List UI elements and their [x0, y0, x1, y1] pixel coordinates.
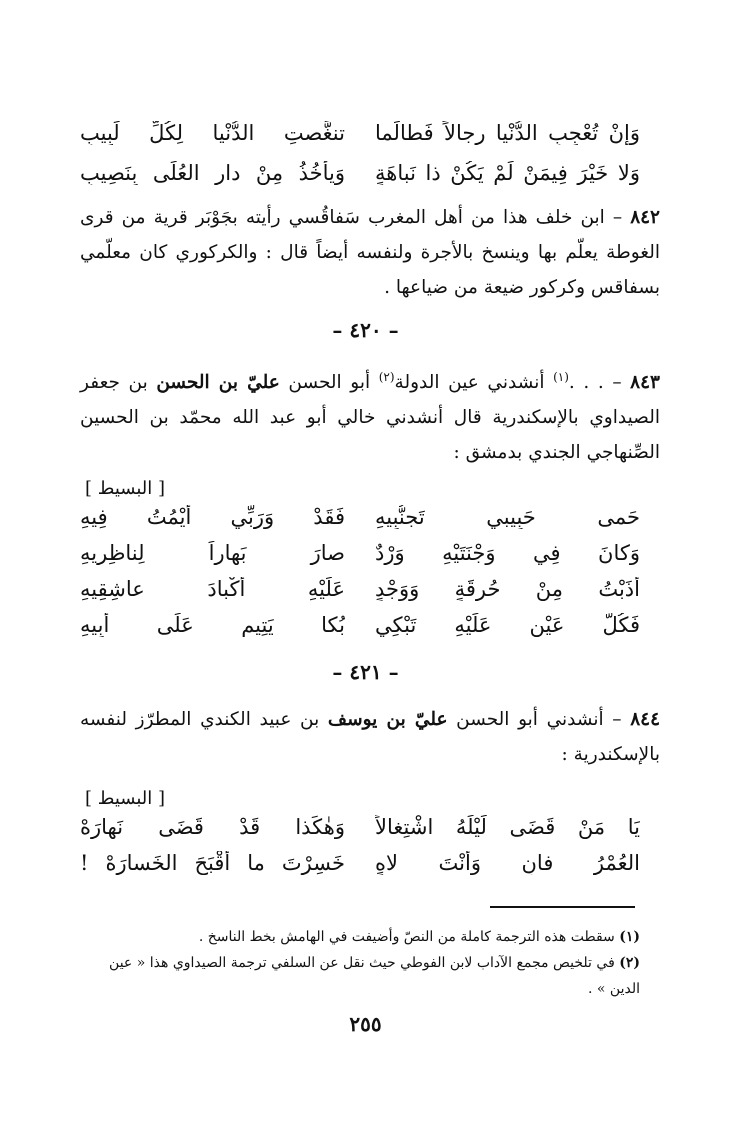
entry-number: ٨٤٣ [630, 372, 660, 394]
hemistich-right: يَا مَنْ قَضَى لَيْلَهُ اشْتِغالاً [375, 815, 640, 839]
section-number-420: – ٤٢٠ – [332, 318, 399, 342]
hemistich-left: عَلَيْهِ أَكْبادَ عاشِقِيهِ [80, 577, 345, 601]
hemistich-right: وَكانَ فِي وَجْنَتَيْهِ وَرْدٌ [375, 541, 640, 565]
hemistich-left: بُكا يَتِيمٍ عَلَى أَبِيهِ [80, 613, 345, 637]
poem-meter: [ البسيط ] [85, 788, 165, 809]
poem-843-line-1 [80, 502, 640, 532]
poem-844-line-2 [80, 848, 640, 878]
poem-843-line-3 [80, 574, 640, 604]
hemistich-right: حَمى حَبِيبي تَجنُّبِيهِ [375, 505, 640, 529]
entry-text-pre: – أنشدني أبو الحسن [447, 709, 622, 730]
entry-844 [80, 702, 660, 772]
hemistich-left: وَهٰكَذا قَدْ قَضَى نَهارَهْ [80, 815, 345, 839]
section-number-421: – ٤٢١ – [332, 660, 399, 684]
poem-843-line-4 [80, 610, 640, 640]
footnote-mark: (١) [619, 929, 640, 945]
person-name: عليّ بن يوسف [327, 709, 448, 730]
hemistich-left: تنغَّصتِ الدُّنْيا لِكُلِّ لَبِيبِ [80, 121, 345, 145]
hemistich-right: وَإِنْ تُعْجِبِ الدُّنْيا رِجالاً فَطالَما [375, 121, 640, 145]
hemistich-left: فَقَدْ وَرَبِّي أَيْمُتُ فِيهِ [80, 505, 345, 529]
hemistich-right: العُمْرُ فانٍ وَأَنْتَ لاهٍ [375, 851, 640, 875]
footnote-text: في تلخيص مجمع الآداب لابن الفوطي حيث نقل عن السلفي ترجمة الصيداوي هذا « عين الدين » . [109, 955, 640, 997]
footnote-2 [80, 950, 640, 1002]
poem-844-line-1 [80, 812, 640, 842]
top-poem-line-1 [80, 118, 640, 148]
footnote-text: سقطت هذه الترجمة كاملة من النصّ وأضيفت في الهامش بخط الناسخ . [198, 929, 615, 945]
footnote-divider [490, 906, 635, 908]
footnote-1 [80, 924, 640, 950]
poem-843-line-2 [80, 538, 640, 568]
footnote-mark: (٢) [619, 955, 640, 971]
entry-number: ٨٤٤ [630, 709, 661, 730]
entry-text-pre: – . . . [568, 372, 622, 394]
entry-text-mid2: أبو الحسن [279, 372, 379, 394]
entry-number: ٨٤٢ [630, 207, 660, 228]
hemistich-right: وَلا خَيْرَ فِيمَنْ لَمْ يَكُنْ ذا نَباهَةٍ [375, 161, 640, 185]
entry-text-mid: أنشدني عين الدولة [394, 372, 554, 394]
footnote-ref-2: (٢) [378, 370, 395, 384]
footnotes [80, 924, 640, 1002]
entry-842 [80, 200, 660, 305]
entry-text-post: بن جعفر الصيداوي بالإسكندرية قال أنشدني خالي أبو عبد الله محمّد بن الحسين الصِّنهاجي الجندي بدمشق : [80, 372, 660, 464]
person-name: عليّ بن الحسن [156, 372, 280, 394]
hemistich-right: أَذَبْتُ مِنْ حُرقَةٍ وَوَجْدٍ [375, 577, 640, 601]
entry-text: – ابن خلف هذا من أهل المغرب سَفاقُسي رأيته بجَوْبَر قرية من قرى الغوطة يعلّم بها وينسخ بالأجرة ولنفسه أيضاً قال : والكركوري كان معلّمي بسفاقس وكركور ضيعة من ضياعها . [80, 207, 660, 298]
top-poem-line-2 [80, 158, 640, 188]
hemistich-left: خَسِرْتَ ما أَقْبَحَ الخَسارَهْ ! [80, 851, 345, 875]
hemistich-left: صارَ بَهاراً لِناظِرِيهِ [80, 541, 345, 565]
entry-843 [80, 360, 660, 470]
hemistich-right: فَكُلُّ عَيْنٍ عَلَيْهِ تَبْكِي [375, 613, 640, 637]
footnote-ref-1: (١) [553, 370, 569, 384]
hemistich-left: وَيأْخُذُ مِنْ دارِ العُلَى بِنَصِيبِ [80, 161, 345, 185]
poem-meter: [ البسيط ] [85, 478, 165, 499]
entry-text-post: بن عبيد الكندي المطرّز لنفسه بالإسكندرية : [80, 709, 660, 765]
page-number: ٢٥٥ [349, 1012, 382, 1036]
